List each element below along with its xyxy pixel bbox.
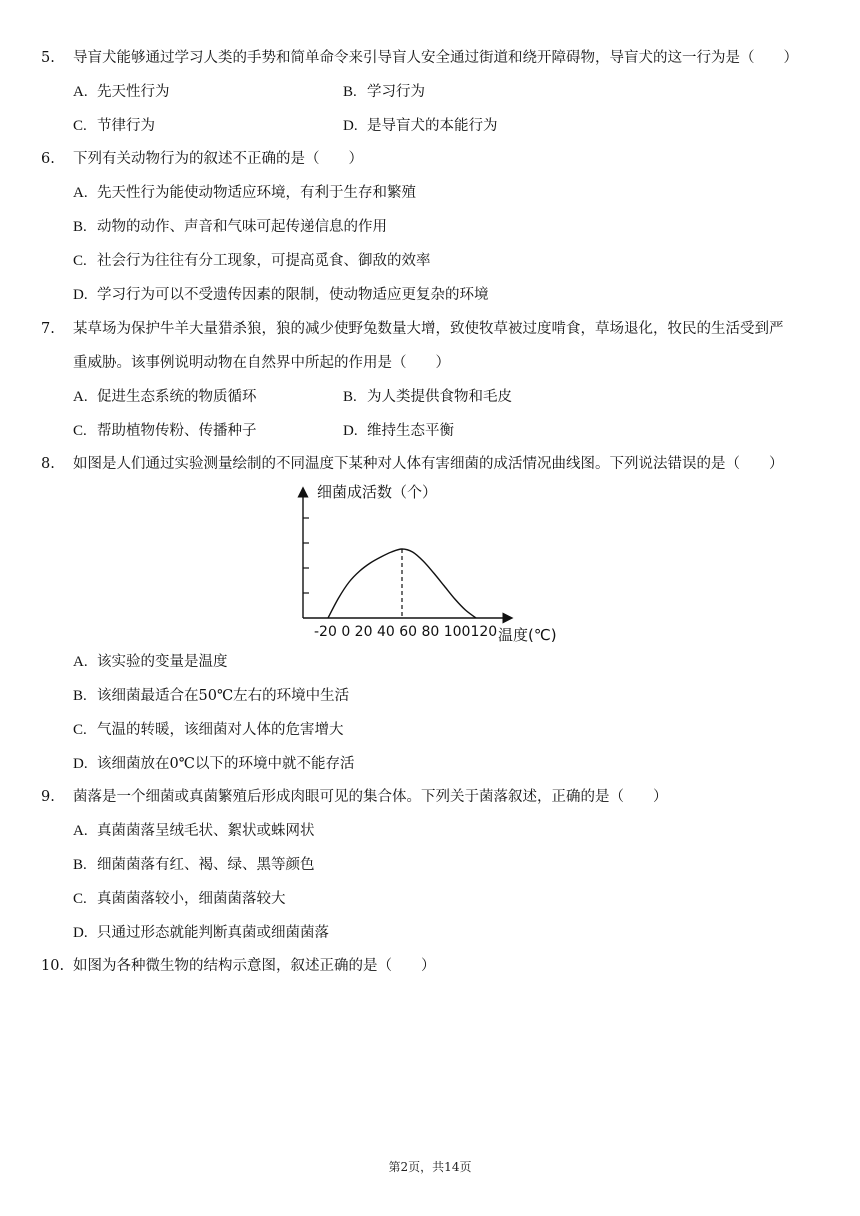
x-tick-labels: -20 0 20 40 60 80 100120	[314, 624, 498, 640]
question-7-continuation: 重威胁。该事例说明动物在自然界中所起的作用是（ ）	[73, 355, 450, 371]
question-text: 某草场为保护牛羊大量猎杀狼，狼的减少使野兔数量大增，致使牧草被过度啃食，草场退化，牧民的生活受到严	[73, 321, 784, 337]
option-8c: C. 气温的转暖，该细菌对人体的危害增大	[73, 722, 344, 738]
option-6b: B. 动物的动作、声音和气味可起传递信息的作用	[73, 219, 387, 235]
question-number: 9.	[41, 789, 55, 805]
question-number: 10.	[41, 958, 65, 974]
option-6a: A. 先天性行为能使动物适应环境，有利于生存和繁殖	[73, 185, 416, 201]
question-number: 7.	[41, 321, 55, 337]
question-5	[41, 41, 836, 75]
y-axis-label: 细菌成活数（个）	[317, 483, 438, 501]
page-footer: 第2页，共14页	[388, 1160, 472, 1174]
option-9a: A. 真菌菌落呈绒毛状、絮状或蛛网状	[73, 823, 315, 839]
question-number: 8.	[41, 456, 55, 472]
option-7c: C. 帮助植物传粉、传播种子	[73, 423, 257, 439]
option-5b: B. 学习行为	[343, 84, 425, 100]
option-5a: A. 先天性行为	[73, 84, 170, 100]
question-number: 6.	[41, 151, 55, 167]
option-8a: A. 该实验的变量是温度	[73, 654, 228, 670]
question-text: 如图为各种微生物的结构示意图，叙述正确的是（ ）	[73, 958, 436, 974]
option-7b: B. 为人类提供食物和毛皮	[343, 389, 512, 405]
question-text: 菌落是一个细菌或真菌繁殖后形成肉眼可见的集合体。下列关于菌落叙述，正确的是（ ）	[73, 789, 668, 805]
option-6d: D. 学习行为可以不受遗传因素的限制，使动物适应更复杂的环境	[73, 287, 489, 303]
question-9	[41, 780, 836, 814]
question-text: 如图是人们通过实验测量绘制的不同温度下某种对人体有害细菌的成活情况曲线图。下列说法错误的是（ ）	[73, 456, 784, 472]
option-9b: B. 细菌菌落有红、褐、绿、黑等颜色	[73, 857, 315, 873]
option-5c: C. 节律行为	[73, 118, 155, 134]
question-text: 导盲犬能够通过学习人类的手势和简单命令来引导盲人安全通过街道和绕开障碍物，导盲犬的这一行为是（ ）	[73, 50, 798, 66]
option-6c: C. 社会行为往往有分工现象，可提高觅食、御敌的效率	[73, 253, 431, 269]
option-7d: D. 维持生态平衡	[343, 423, 454, 439]
question-7	[41, 312, 836, 346]
question-text: 下列有关动物行为的叙述不正确的是（ ）	[73, 151, 363, 167]
question-6	[41, 142, 836, 176]
option-8d: D. 该细菌放在0℃以下的环境中就不能存活	[73, 756, 355, 772]
option-7a: A. 促进生态系统的物质循环	[73, 389, 257, 405]
question-number: 5.	[41, 50, 55, 66]
question-8	[41, 447, 836, 481]
bacteria-survival-chart	[290, 478, 580, 646]
option-5d: D. 是导盲犬的本能行为	[343, 118, 498, 134]
option-9c: C. 真菌菌落较小，细菌菌落较大	[73, 891, 286, 907]
x-axis-label: 温度(℃)	[498, 626, 557, 644]
question-10	[41, 949, 836, 983]
option-9d: D. 只通过形态就能判断真菌或细菌菌落	[73, 925, 329, 941]
option-8b: B. 该细菌最适合在50℃左右的环境中生活	[73, 688, 350, 704]
